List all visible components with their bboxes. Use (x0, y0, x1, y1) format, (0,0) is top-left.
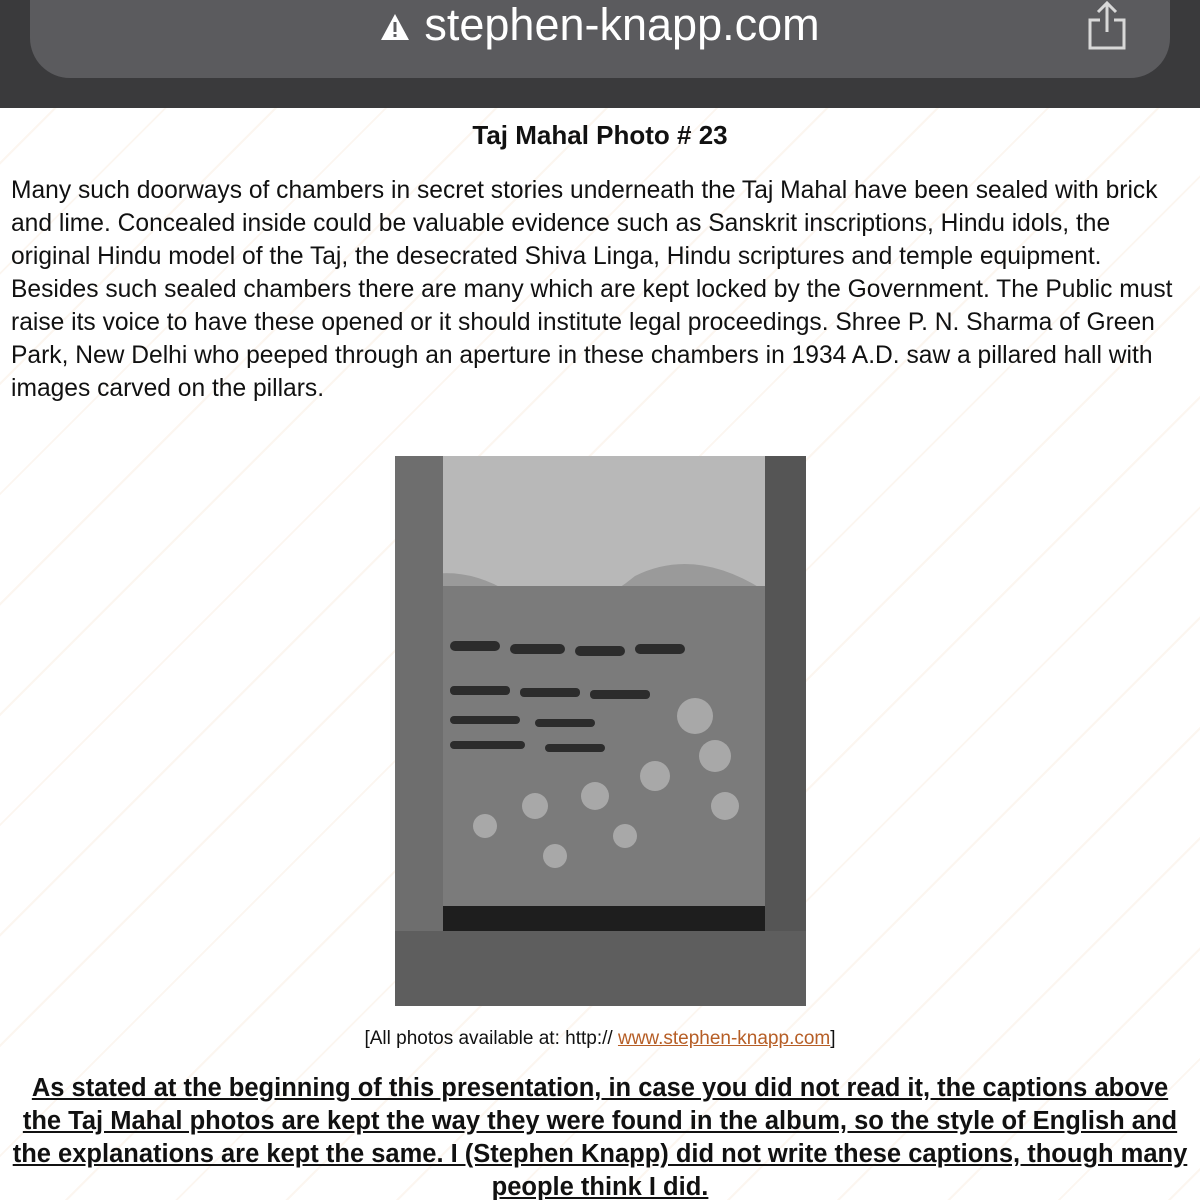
photo-caption (0, 1028, 1200, 1050)
address-display[interactable] (30, 2, 1170, 48)
sealed-doorway-photo[interactable] (395, 456, 806, 1006)
browser-chrome (0, 0, 1200, 108)
site-link[interactable]: www.stephen-knapp.com (617, 1028, 831, 1049)
web-page (0, 108, 1200, 1200)
caption-suffix: ] (830, 1028, 836, 1049)
caption-prefix: [All photos available at: http:// (364, 1028, 618, 1049)
page-title: Taj Mahal Photo # 23 (472, 120, 728, 150)
disclaimer-notice: As stated at the beginning of this presentation, in case you did not read it, the captions above the Taj Mahal photos are kept the way they were found in the album, so the style of English and the explanations are kept the same. I (Stephen Knapp) did not write these captions, though many people think I did. (12, 1074, 1188, 1200)
warning-triangle-icon (380, 13, 410, 41)
url-text: stephen-knapp.com (424, 0, 820, 50)
description-paragraph: Many such doorways of chambers in secret stories underneath the Taj Mahal have been sealed with brick and lime. Concealed inside could be valuable evidence such as Sanskrit inscriptions, Hindu idols, the original Hindu model of the Taj, the desecrated Shiva Linga, Hindu scriptures and temple equipment. Besides such sealed chambers there are many which are kept locked by the Government. The Public must raise its voice to have these opened or it should institute legal proceedings. Shree P. N. Sharma of Green Park, New Delhi who peeped through an aperture in these chambers in 1934 A.D. saw a pillared hall with images carved on the pillars. (11, 177, 1173, 402)
share-icon[interactable] (1084, 0, 1130, 52)
address-bar[interactable] (30, 0, 1170, 78)
